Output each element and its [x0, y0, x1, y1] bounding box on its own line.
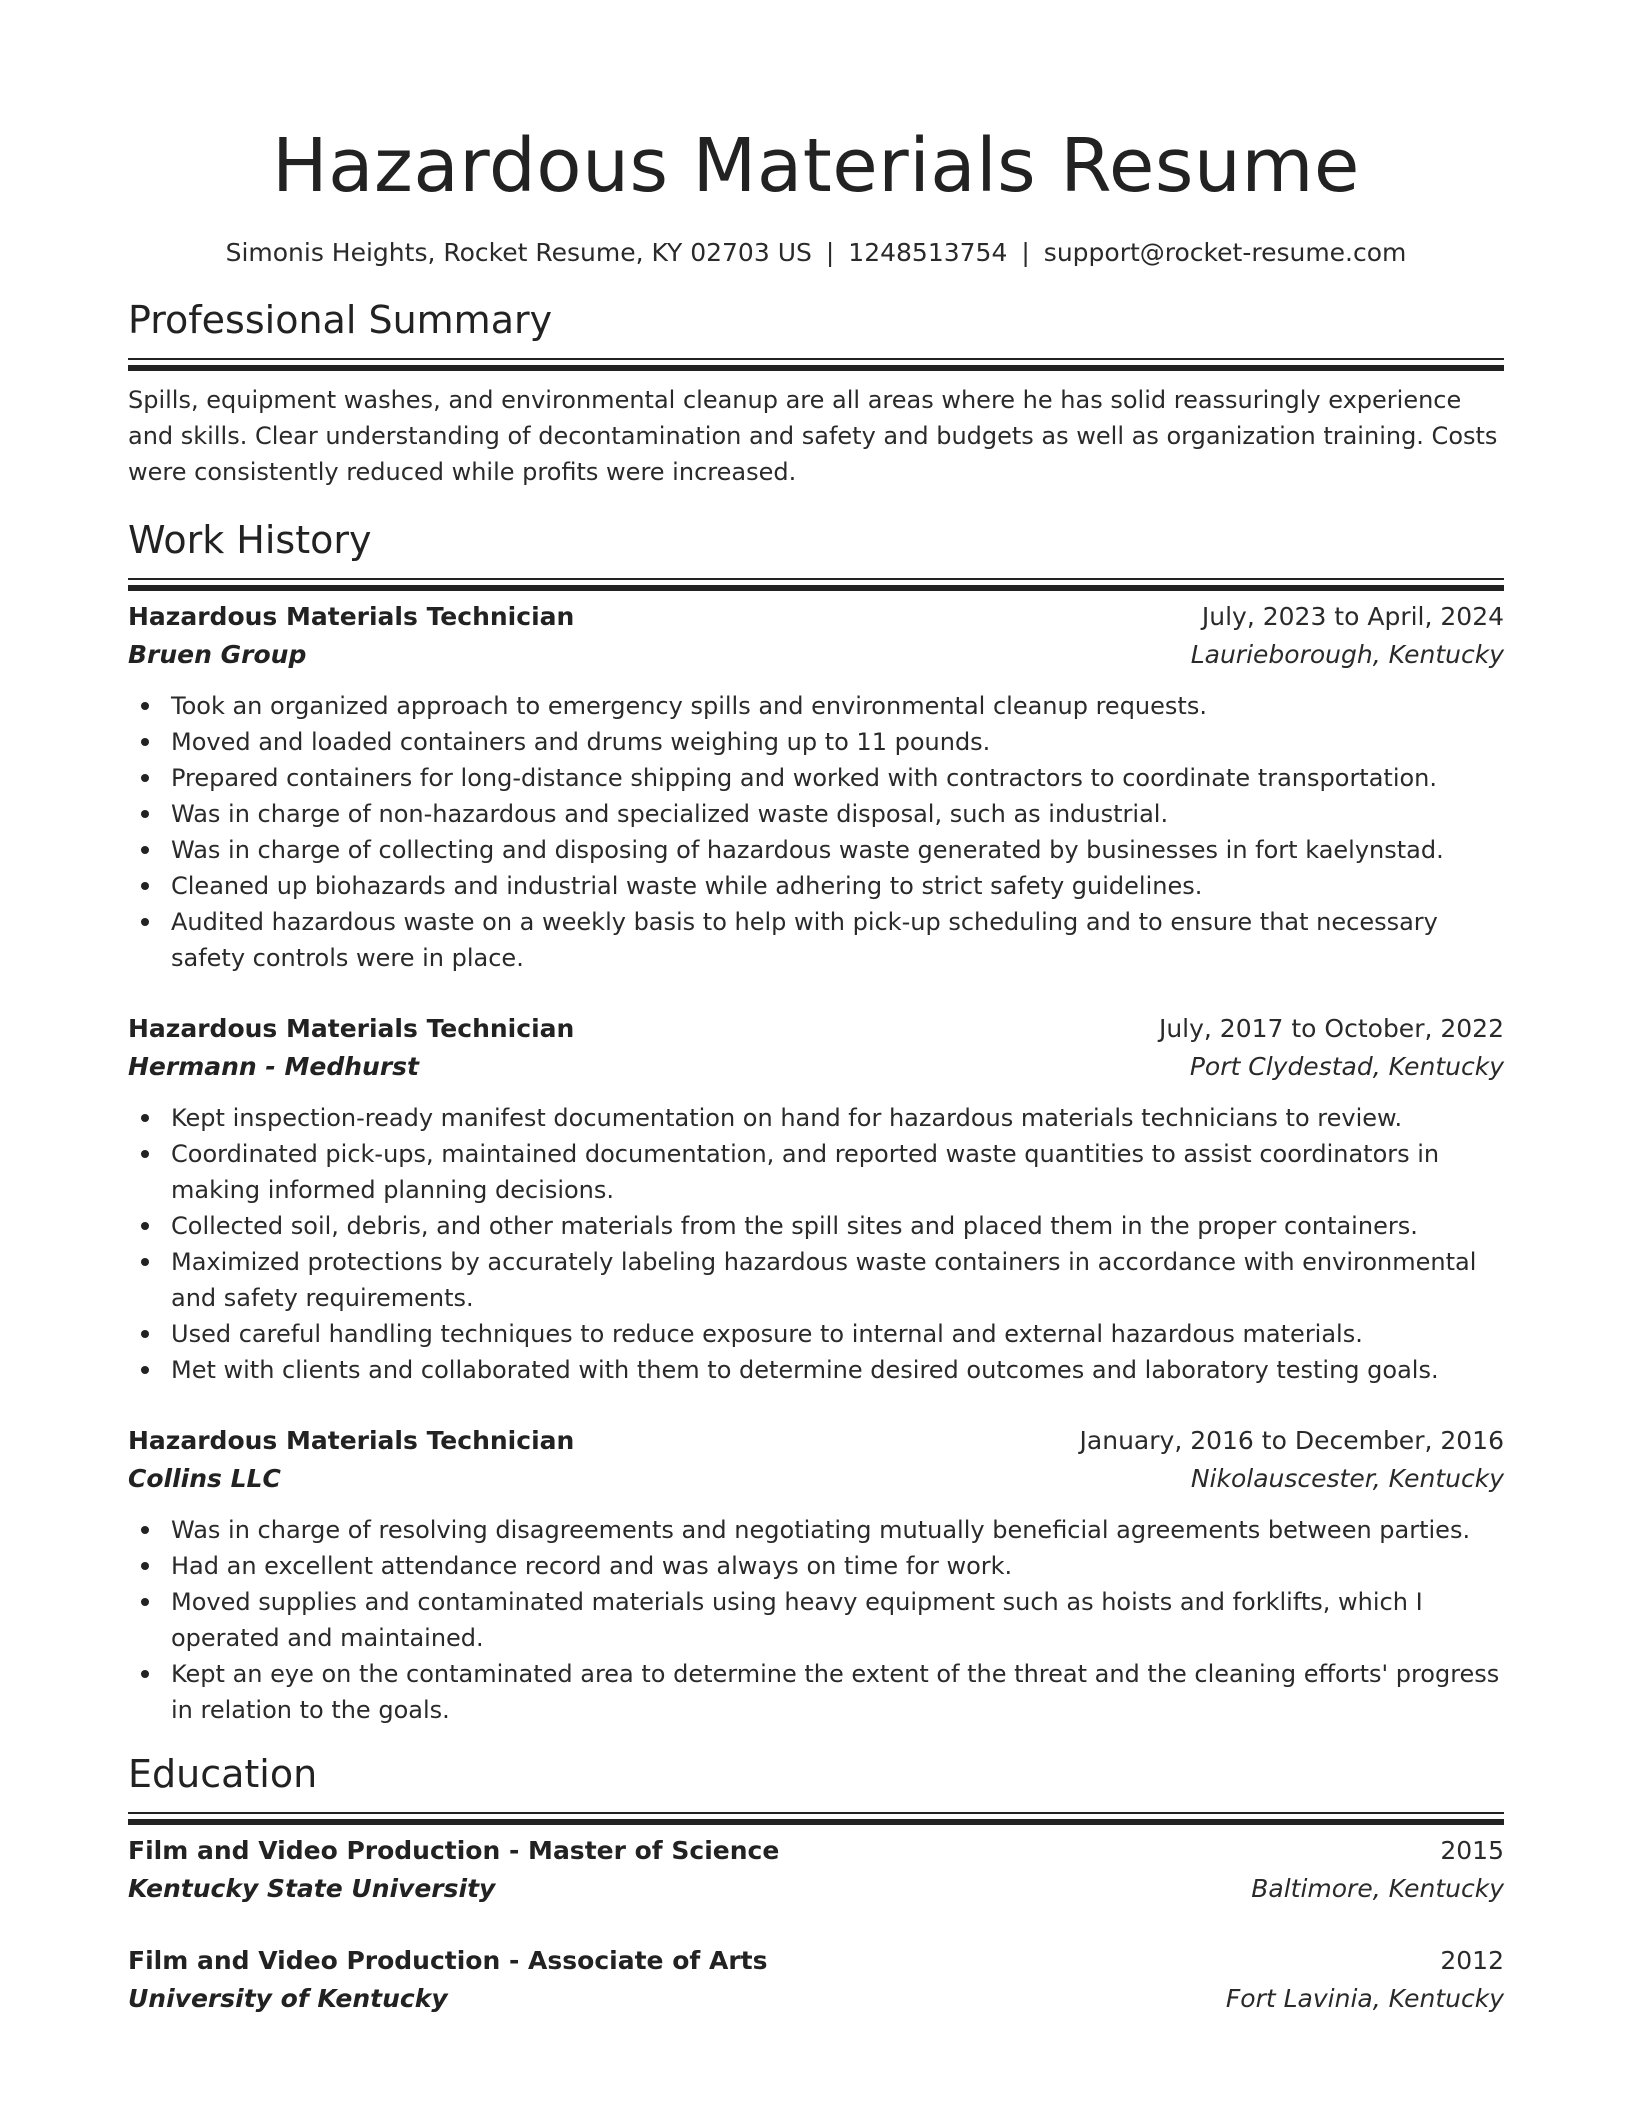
job-title: Hazardous Materials Technician [128, 1426, 575, 1455]
job-header-row [128, 1010, 1504, 1048]
education-year: 2012 [1440, 1946, 1504, 1975]
job-duty: Was in charge of collecting and disposing of hazardous waste generated by businesses in fort kaelynstad. [128, 832, 1504, 868]
contact-line [128, 236, 1504, 270]
job-duty: Maximized protections by accurately labeling hazardous waste containers in accordance with environmental and safety requirements. [128, 1244, 1504, 1316]
education-entry [128, 1832, 1504, 1908]
section-divider [128, 1812, 1504, 1814]
job-dates: January, 2016 to December, 2016 [1079, 1426, 1504, 1455]
contact-separator: | [825, 238, 835, 267]
summary-text: Spills, equipment washes, and environmental cleanup are all areas where he has solid reassuringly experience and skills. Clear understanding of decontamination and safety and budgets as well as organization training. Costs were consistently reduced while profits were increased. [128, 386, 1498, 486]
job-duty: Collected soil, debris, and other materials from the spill sites and placed them in the proper containers. [128, 1208, 1504, 1244]
job-duty: Prepared containers for long-distance shipping and worked with contractors to coordinate transportation. [128, 760, 1504, 796]
section-divider [128, 578, 1504, 580]
job-location: Laurieborough, Kentucky [1190, 640, 1504, 669]
job-dates: July, 2023 to April, 2024 [1201, 602, 1504, 631]
job-duty: Audited hazardous waste on a weekly basis to help with pick-up scheduling and to ensure that necessary safety controls were in place. [128, 904, 1504, 976]
job-location: Nikolauscester, Kentucky [1190, 1464, 1504, 1493]
job-duty: Moved supplies and contaminated materials using heavy equipment such as hoists and forklifts, which I operated and maintained. [128, 1584, 1504, 1656]
education-header-row [128, 1832, 1504, 1870]
education-degree: Film and Video Production - Associate of Arts [128, 1946, 768, 1975]
education-entry [128, 1942, 1504, 2018]
job-duty: Was in charge of resolving disagreements and negotiating mutually beneficial agreements between parties. [128, 1512, 1504, 1548]
education-location: Fort Lavinia, Kentucky [1225, 1984, 1504, 2013]
section-heading-education: Education [128, 1752, 318, 1796]
contact-address: Simonis Heights, Rocket Resume, KY 02703 US [225, 238, 812, 267]
section-divider [128, 358, 1504, 360]
resume-title: Hazardous Materials Resume [272, 123, 1360, 209]
job-duty: Kept inspection-ready manifest documentation on hand for hazardous materials technicians to review. [128, 1100, 1504, 1136]
job-company: Collins LLC [128, 1464, 281, 1493]
work-history-section [128, 516, 1504, 1728]
professional-summary-section [128, 296, 1504, 490]
job-company-row [128, 636, 1504, 674]
job-duty: Moved and loaded containers and drums weighing up to 11 pounds. [128, 724, 1504, 760]
job-duty: Cleaned up biohazards and industrial waste while adhering to strict safety guidelines. [128, 868, 1504, 904]
contact-separator: | [1021, 238, 1030, 267]
contact-phone: 1248513754 [848, 238, 1008, 267]
job-location: Port Clydestad, Kentucky [1189, 1052, 1504, 1081]
job-company-row [128, 1048, 1504, 1086]
job-entry [128, 598, 1504, 976]
section-heading-work: Work History [128, 518, 372, 562]
job-duty: Met with clients and collaborated with them to determine desired outcomes and laboratory testing goals. [128, 1352, 1504, 1388]
job-title: Hazardous Materials Technician [128, 602, 575, 631]
education-school: University of Kentucky [128, 1984, 448, 2013]
contact-email: support@rocket-resume.com [1043, 238, 1407, 267]
section-heading-summary: Professional Summary [128, 298, 553, 342]
job-duty: Was in charge of non-hazardous and specialized waste disposal, such as industrial. [128, 796, 1504, 832]
work-history-body [128, 580, 1504, 1728]
job-title: Hazardous Materials Technician [128, 1014, 575, 1043]
job-company-row [128, 1460, 1504, 1498]
summary-body [128, 360, 1504, 490]
education-year: 2015 [1440, 1836, 1504, 1865]
education-school-row [128, 1980, 1504, 2018]
job-duty: Kept an eye on the contaminated area to determine the extent of the threat and the cleaning efforts' progress in relation to the goals. [128, 1656, 1504, 1728]
job-company: Bruen Group [128, 640, 307, 669]
education-school: Kentucky State University [128, 1874, 496, 1903]
job-duties-list [128, 688, 1504, 976]
education-school-row [128, 1870, 1504, 1908]
job-duties-list [128, 1512, 1504, 1728]
job-header-row [128, 1422, 1504, 1460]
education-location: Baltimore, Kentucky [1251, 1874, 1504, 1903]
education-degree: Film and Video Production - Master of Science [128, 1836, 780, 1865]
education-body [128, 1814, 1504, 2018]
job-entry [128, 1422, 1504, 1728]
education-section [128, 1750, 1504, 2018]
job-duty: Had an excellent attendance record and was always on time for work. [128, 1548, 1504, 1584]
job-duty: Coordinated pick-ups, maintained documentation, and reported waste quantities to assist coordinators in making informed planning decisions. [128, 1136, 1504, 1208]
education-header-row [128, 1942, 1504, 1980]
job-duty: Took an organized approach to emergency spills and environmental cleanup requests. [128, 688, 1504, 724]
job-duty: Used careful handling techniques to reduce exposure to internal and external hazardous materials. [128, 1316, 1504, 1352]
job-dates: July, 2017 to October, 2022 [1158, 1014, 1504, 1043]
job-duties-list [128, 1100, 1504, 1388]
job-header-row [128, 598, 1504, 636]
job-company: Hermann - Medhurst [128, 1052, 419, 1081]
job-entry [128, 1010, 1504, 1388]
